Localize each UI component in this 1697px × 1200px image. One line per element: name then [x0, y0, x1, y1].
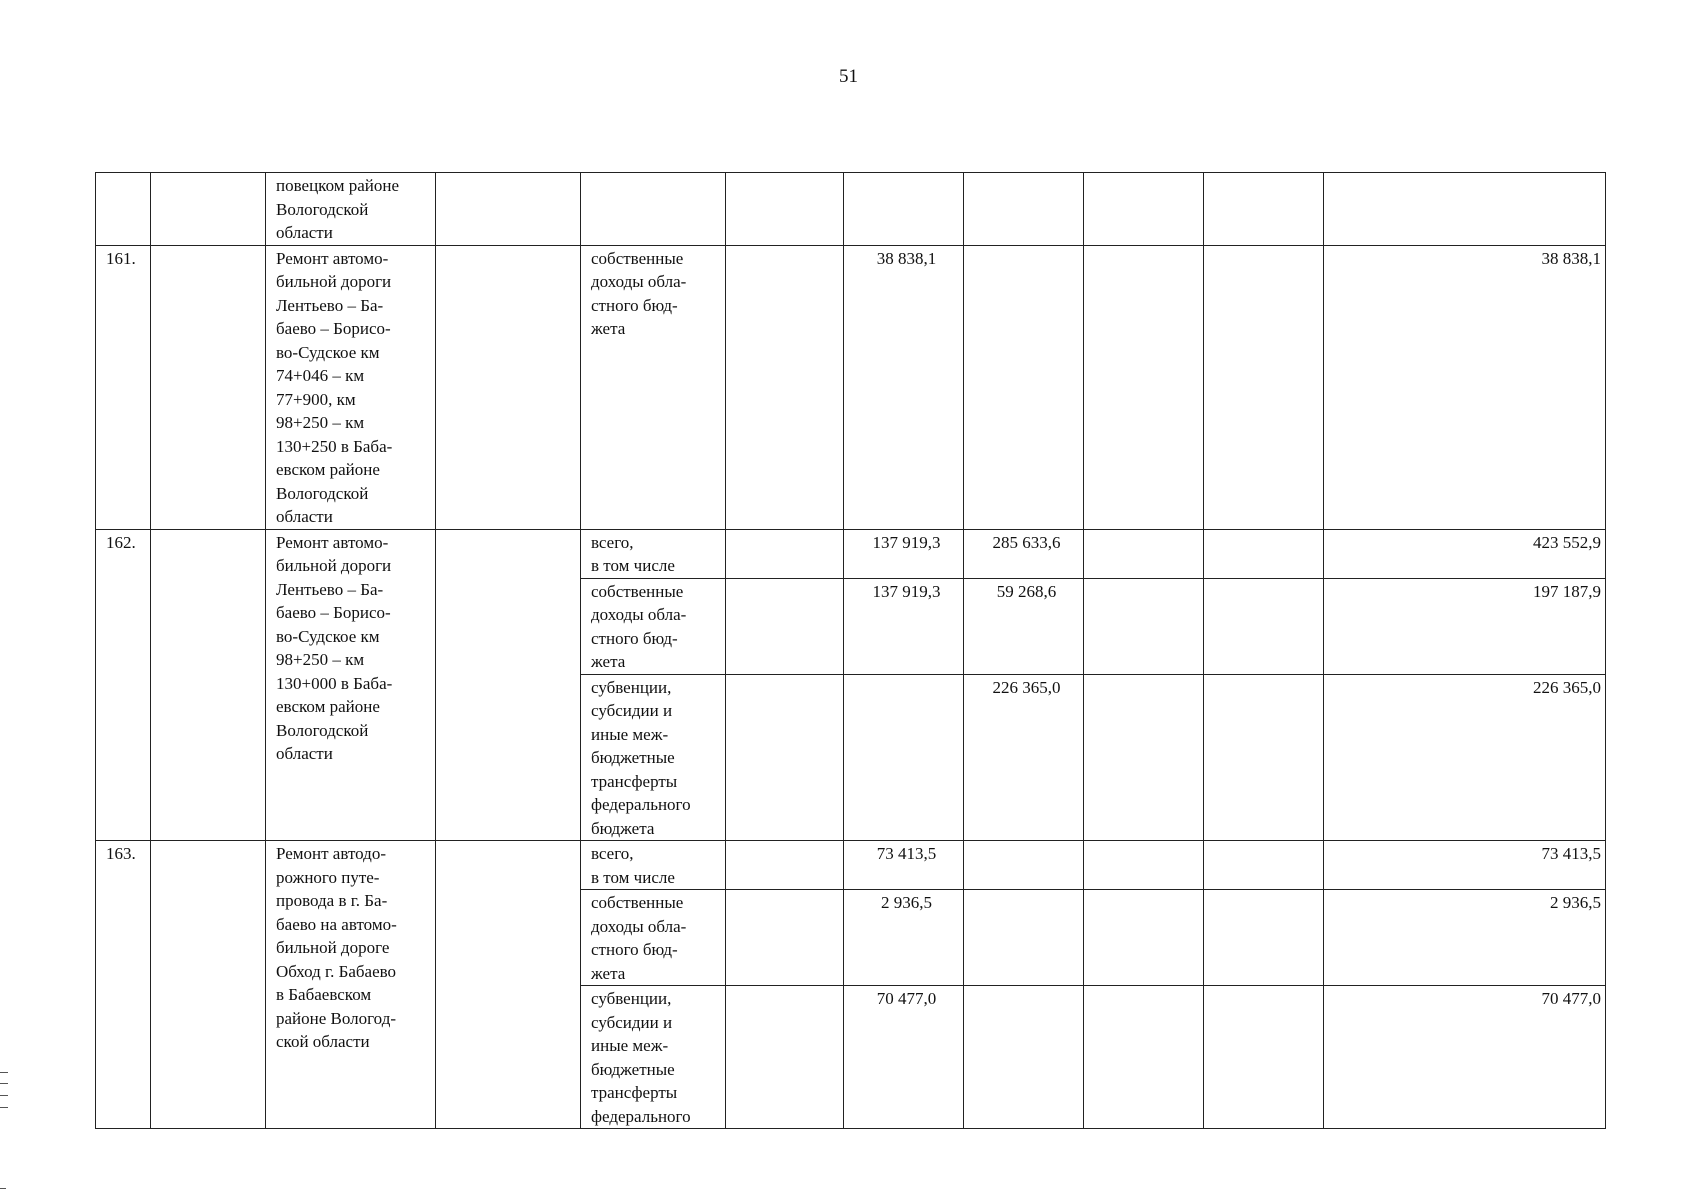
- cell-empty: [964, 890, 1084, 986]
- cell-empty: [436, 245, 581, 529]
- cell-value: 285 633,6: [964, 529, 1084, 578]
- cell-empty: [1204, 986, 1324, 1129]
- cell-source: собственные доходы обла- стного бюд- жета: [581, 578, 726, 674]
- cell-total: 226 365,0: [1324, 674, 1606, 841]
- cell-value: 70 477,0: [844, 986, 964, 1129]
- cell-object-name: Ремонт автомо- бильной дороги Лентьево – Ба- баево – Борисо- во-Судское км 74+046 – км 77+900, км 98+250 – км 130+250 в Баба- евском районе Вологодской области: [266, 245, 436, 529]
- binding-margin-mark: [0, 1072, 8, 1108]
- cell-total: 197 187,9: [1324, 578, 1606, 674]
- cell-value: 59 268,6: [964, 578, 1084, 674]
- cell-value: 137 919,3: [844, 578, 964, 674]
- cell-empty: [964, 173, 1084, 246]
- cell-empty: [1204, 529, 1324, 578]
- cell-empty: [726, 890, 844, 986]
- cell-value: 2 936,5: [844, 890, 964, 986]
- cell-empty: [1084, 578, 1204, 674]
- cell-total: 423 552,9: [1324, 529, 1606, 578]
- cell-source: собственные доходы обла- стного бюд- жета: [581, 890, 726, 986]
- cell-empty: [726, 986, 844, 1129]
- cell-code: [151, 841, 266, 1129]
- cell-number: 162.: [96, 529, 151, 841]
- cell-empty: [726, 841, 844, 890]
- cell-value: 73 413,5: [844, 841, 964, 890]
- cell-empty: [1084, 674, 1204, 841]
- cell-empty: [726, 245, 844, 529]
- cell-empty: [726, 578, 844, 674]
- cell-empty: [964, 841, 1084, 890]
- cell-empty: [726, 173, 844, 246]
- cell-empty: [1084, 890, 1204, 986]
- cell-total: [1324, 173, 1606, 246]
- cell-empty: [1204, 841, 1324, 890]
- cell-source: всего, в том числе: [581, 529, 726, 578]
- cell-empty: [436, 173, 581, 246]
- cell-empty: [436, 841, 581, 1129]
- cell-source: субвенции, субсидии и иные меж- бюджетные трансферты федерального бюджета: [581, 674, 726, 841]
- cell-empty: [726, 674, 844, 841]
- cell-value: 38 838,1: [844, 245, 964, 529]
- cell-number: 161.: [96, 245, 151, 529]
- cell-value: 137 919,3: [844, 529, 964, 578]
- cell-empty: [844, 674, 964, 841]
- cell-empty: [726, 529, 844, 578]
- cell-number: [96, 173, 151, 246]
- cell-code: [151, 245, 266, 529]
- budget-table: [95, 172, 1606, 1129]
- page-number: 51: [839, 66, 858, 87]
- cell-code: [151, 173, 266, 246]
- cell-object-name: повецком районе Вологодской области: [266, 173, 436, 246]
- table-row-161: [96, 245, 1606, 529]
- cell-source: [581, 173, 726, 246]
- cell-total: 2 936,5: [1324, 890, 1606, 986]
- cell-empty: [964, 986, 1084, 1129]
- cell-source: всего, в том числе: [581, 841, 726, 890]
- cell-source: субвенции, субсидии и иные меж- бюджетные трансферты федерального: [581, 986, 726, 1129]
- table-row-continuation: [96, 173, 1606, 246]
- cell-empty: [436, 529, 581, 841]
- cell-total: 70 477,0: [1324, 986, 1606, 1129]
- cell-empty: [1084, 841, 1204, 890]
- cell-value: 226 365,0: [964, 674, 1084, 841]
- cell-empty: [1204, 245, 1324, 529]
- cell-empty: [844, 173, 964, 246]
- cell-total: 38 838,1: [1324, 245, 1606, 529]
- table-row-163: [96, 841, 1606, 890]
- cell-code: [151, 529, 266, 841]
- table-row-162: [96, 529, 1606, 578]
- scan-edge-mark: [0, 1188, 6, 1189]
- cell-source: собственные доходы обла- стного бюд- жета: [581, 245, 726, 529]
- cell-object-name: Ремонт автодо- рожного путе- провода в г. Ба- баево на автомо- бильной дороге Обход г. Бабаево в Бабаевском районе Вологод- ской области: [266, 841, 436, 1129]
- cell-number: 163.: [96, 841, 151, 1129]
- cell-object-name: Ремонт автомо- бильной дороги Лентьево – Ба- баево – Борисо- во-Судское км 98+250 – км 130+000 в Баба- евском районе Вологодской области: [266, 529, 436, 841]
- cell-empty: [1204, 890, 1324, 986]
- cell-empty: [1084, 173, 1204, 246]
- cell-empty: [1204, 674, 1324, 841]
- cell-total: 73 413,5: [1324, 841, 1606, 890]
- cell-empty: [1084, 245, 1204, 529]
- cell-empty: [1204, 173, 1324, 246]
- cell-empty: [1084, 529, 1204, 578]
- cell-empty: [1084, 986, 1204, 1129]
- cell-empty: [964, 245, 1084, 529]
- cell-empty: [1204, 578, 1324, 674]
